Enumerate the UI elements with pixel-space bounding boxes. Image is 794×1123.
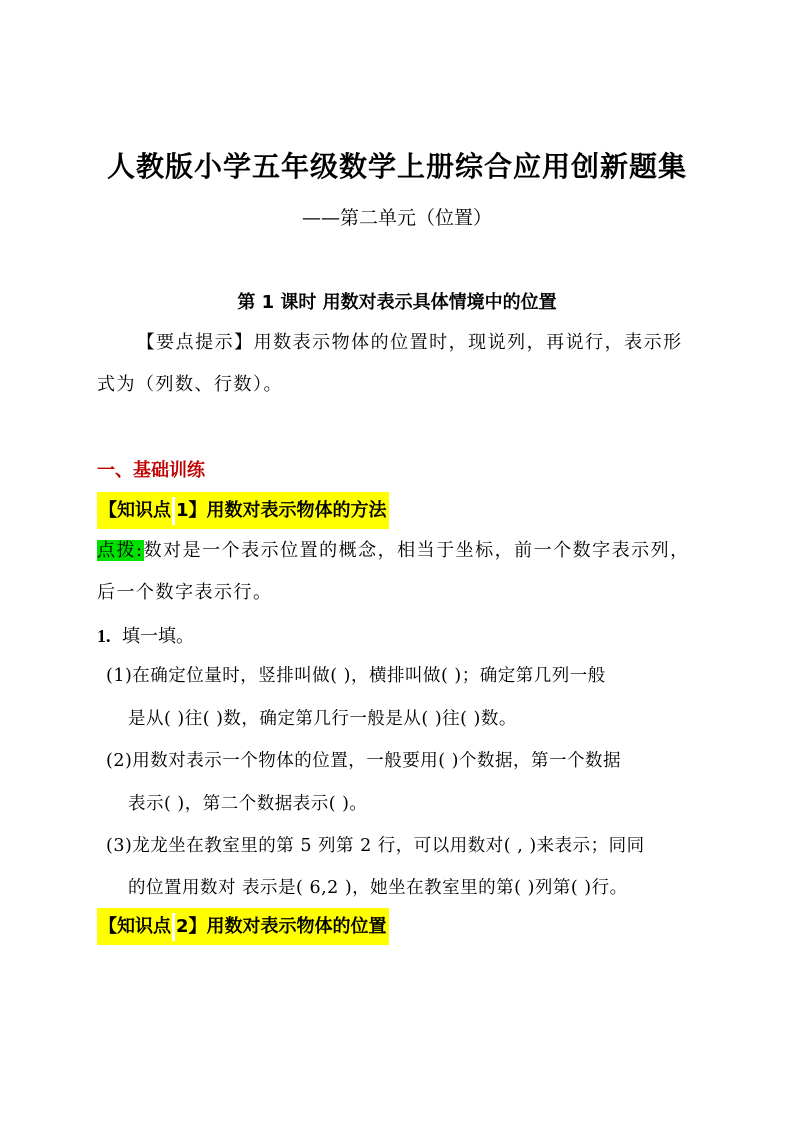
knowledge-point-1 — [97, 492, 389, 529]
question-1-number: 1. — [97, 626, 111, 646]
section-heading-basic-training: 一、基础训练 — [97, 460, 205, 481]
divider — [172, 913, 175, 941]
knowledge-point-1-prefix: 【知识点 — [99, 500, 171, 521]
question-1-1-line-1: (1)在确定位量时，竖排叫做( )，横排叫做( )；确定第几列一般 — [106, 666, 606, 686]
question-1-2-line-2: 表示( )，第二个数据表示( )。 — [128, 794, 368, 814]
knowledge-point-2-text: 2】用数对表示物体的位置 — [176, 916, 387, 937]
divider — [172, 497, 175, 525]
lesson-title: 第 1 课时 用数对表示具体情境中的位置 — [237, 292, 557, 313]
hint-paragraph — [97, 530, 697, 614]
question-1-3-line-2: 的位置用数对 表示是( 6,2 )，她坐在教室里的第( )列第( )行。 — [128, 878, 628, 898]
document-title: 人教版小学五年级数学上册综合应用创新题集 — [106, 150, 687, 183]
question-1-2-line-1: (2)用数对表示一个物体的位置，一般要用( )个数据，第一个数据 — [106, 751, 622, 771]
tip-paragraph: 【要点提示】用数表示物体的位置时，现说列，再说行，表示形式为（列数、行数）。 — [97, 332, 683, 395]
hint-text: 数对是一个表示位置的概念，相当于坐标，前一个数字表示列，后一个数字表示行。 — [97, 540, 690, 603]
question-1-text: 填一填。 — [121, 626, 194, 647]
question-1-3-line-1: (3)龙龙坐在教室里的第 5 列第 2 行，可以用数对( , )来表示；同同 — [106, 836, 645, 856]
question-1 — [97, 622, 194, 648]
question-1-1-line-2: 是从( )往( )数，确定第几行一般是从( )往( )数。 — [128, 709, 517, 729]
knowledge-point-1-text: 1】用数对表示物体的方法 — [176, 500, 387, 521]
knowledge-point-2-prefix: 【知识点 — [99, 916, 171, 937]
hint-label: 点拨: — [97, 540, 144, 561]
document-subtitle: ——第二单元（位置） — [301, 207, 492, 229]
knowledge-point-2 — [97, 908, 389, 945]
